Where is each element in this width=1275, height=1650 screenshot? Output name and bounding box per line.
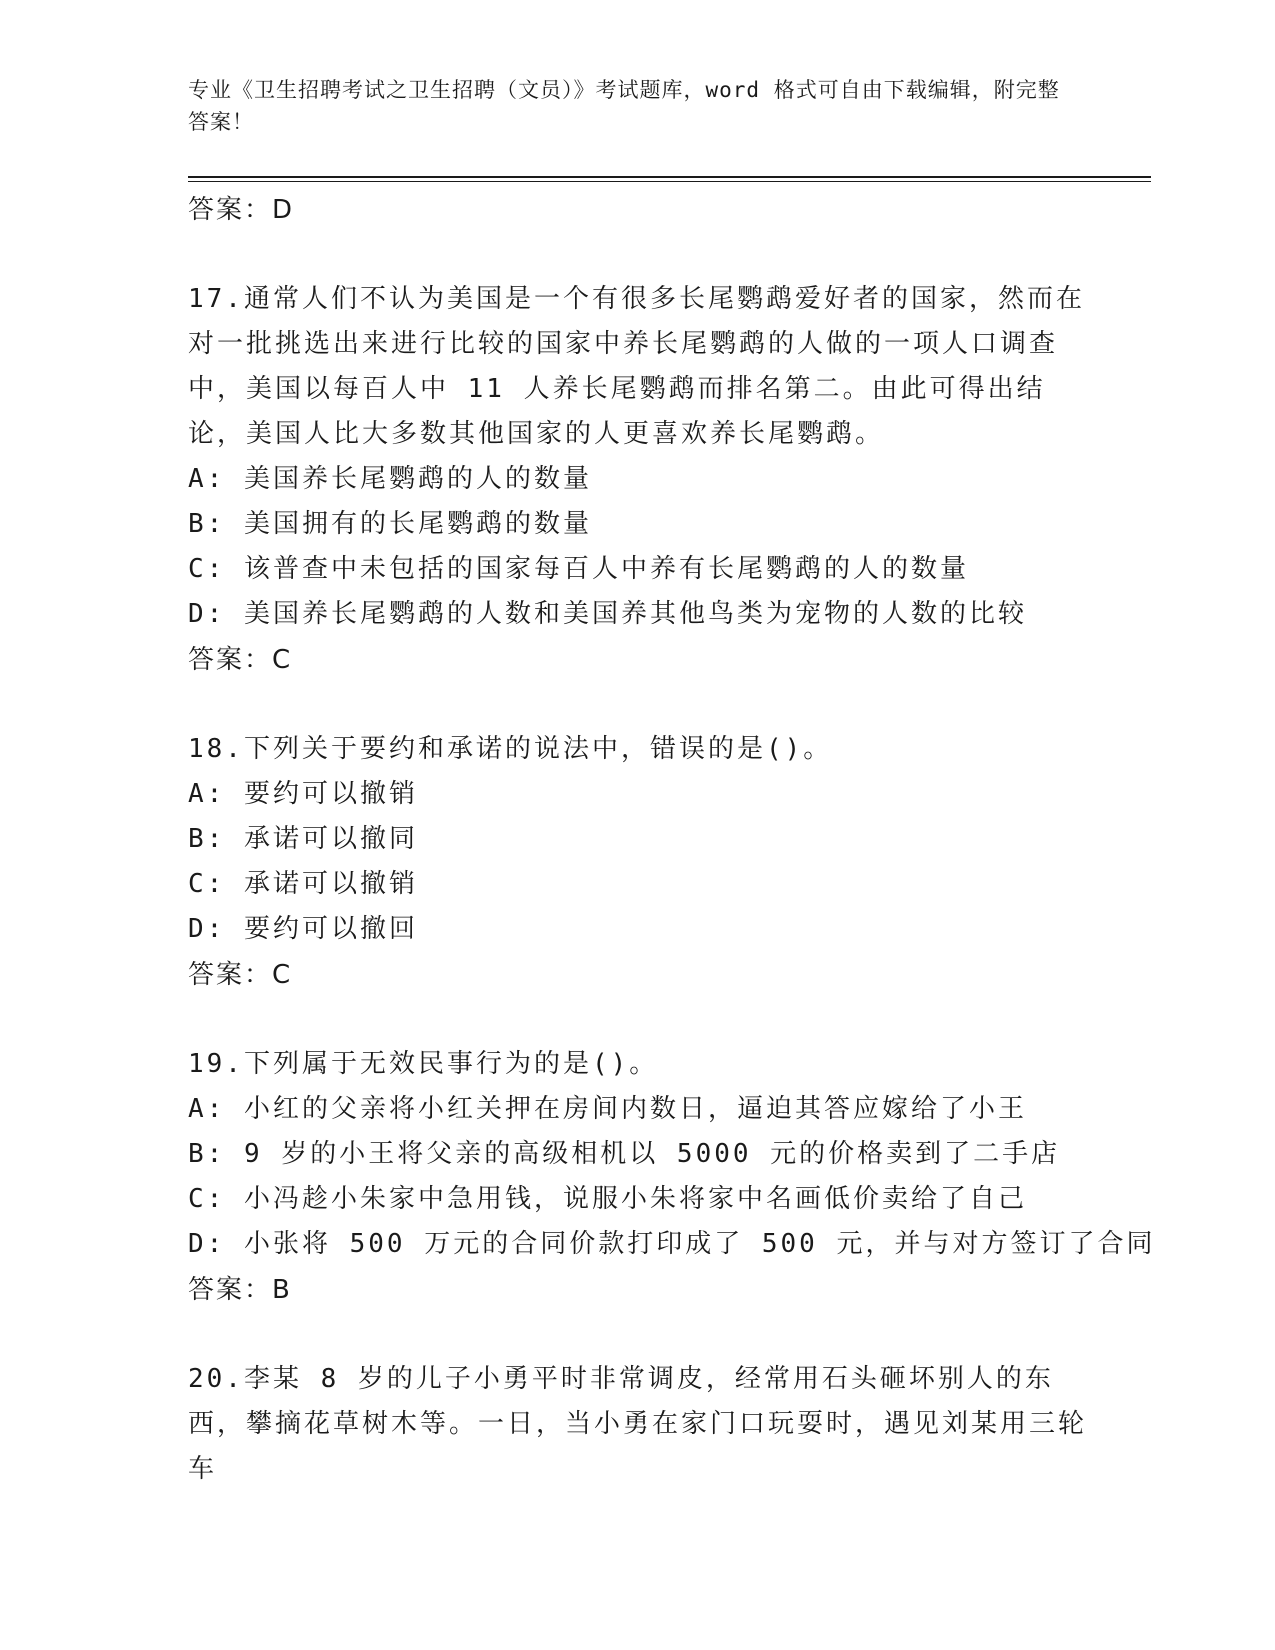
question-stem: 18.下列关于要约和承诺的说法中，错误的是()。	[188, 734, 833, 764]
question-19	[188, 1042, 1156, 1313]
option-d: D: 小张将 500 万元的合同价款打印成了 500 元，并与对方签订了合同	[188, 1229, 1156, 1259]
option-b: B: 美国拥有的长尾鹦鹉的数量	[188, 509, 592, 539]
question-20	[188, 1357, 1088, 1492]
option-a: A: 要约可以撤销	[188, 779, 418, 809]
option-b: B: 9 岁的小王将父亲的高级相机以 5000 元的价格卖到了二手店	[188, 1139, 1061, 1169]
option-d: D: 美国养长尾鹦鹉的人数和美国养其他鸟类为宠物的人数的比较	[188, 599, 1027, 629]
question-17	[188, 277, 1088, 683]
answer: 答案：B	[188, 1275, 292, 1305]
header-rule-thin	[188, 181, 1151, 182]
page-header: 专业《卫生招聘考试之卫生招聘（文员）》考试题库，word 格式可自由下载编辑，附完整答案！	[188, 78, 1060, 134]
answer: 答案：C	[188, 960, 293, 990]
previous-answer: 答案：D	[188, 195, 295, 225]
question-stem: 17.通常人们不认为美国是一个有很多长尾鹦鹉爱好者的国家，然而在对一批挑选出来进行比较的国家中养长尾鹦鹉的人做的一项人口调查中，美国以每百人中 11 人养长尾鹦鹉而排名第二。由此可得出结论，美国人比大多数其他国家的人更喜欢养长尾鹦鹉。	[188, 284, 1085, 449]
question-stem: 19.下列属于无效民事行为的是()。	[188, 1049, 659, 1079]
option-c: C: 该普查中未包括的国家每百人中养有长尾鹦鹉的人的数量	[188, 554, 969, 584]
question-stem: 20.李某 8 岁的儿子小勇平时非常调皮，经常用石头砸坏别人的东西，攀摘花草树木等。一日，当小勇在家门口玩耍时，遇见刘某用三轮车	[188, 1364, 1088, 1484]
document-body	[188, 187, 1156, 1492]
option-c: C: 承诺可以撤销	[188, 869, 418, 899]
header-rule-thick	[188, 176, 1151, 178]
answer: 答案：C	[188, 645, 293, 675]
option-b: B: 承诺可以撤同	[188, 824, 418, 854]
option-a: A: 美国养长尾鹦鹉的人的数量	[188, 464, 592, 494]
option-a: A: 小红的父亲将小红关押在房间内数日，逼迫其答应嫁给了小王	[188, 1094, 1027, 1124]
question-18	[188, 727, 1088, 998]
option-c: C: 小冯趁小朱家中急用钱，说服小朱将家中名画低价卖给了自己	[188, 1184, 1027, 1214]
option-d: D: 要约可以撤回	[188, 914, 418, 944]
